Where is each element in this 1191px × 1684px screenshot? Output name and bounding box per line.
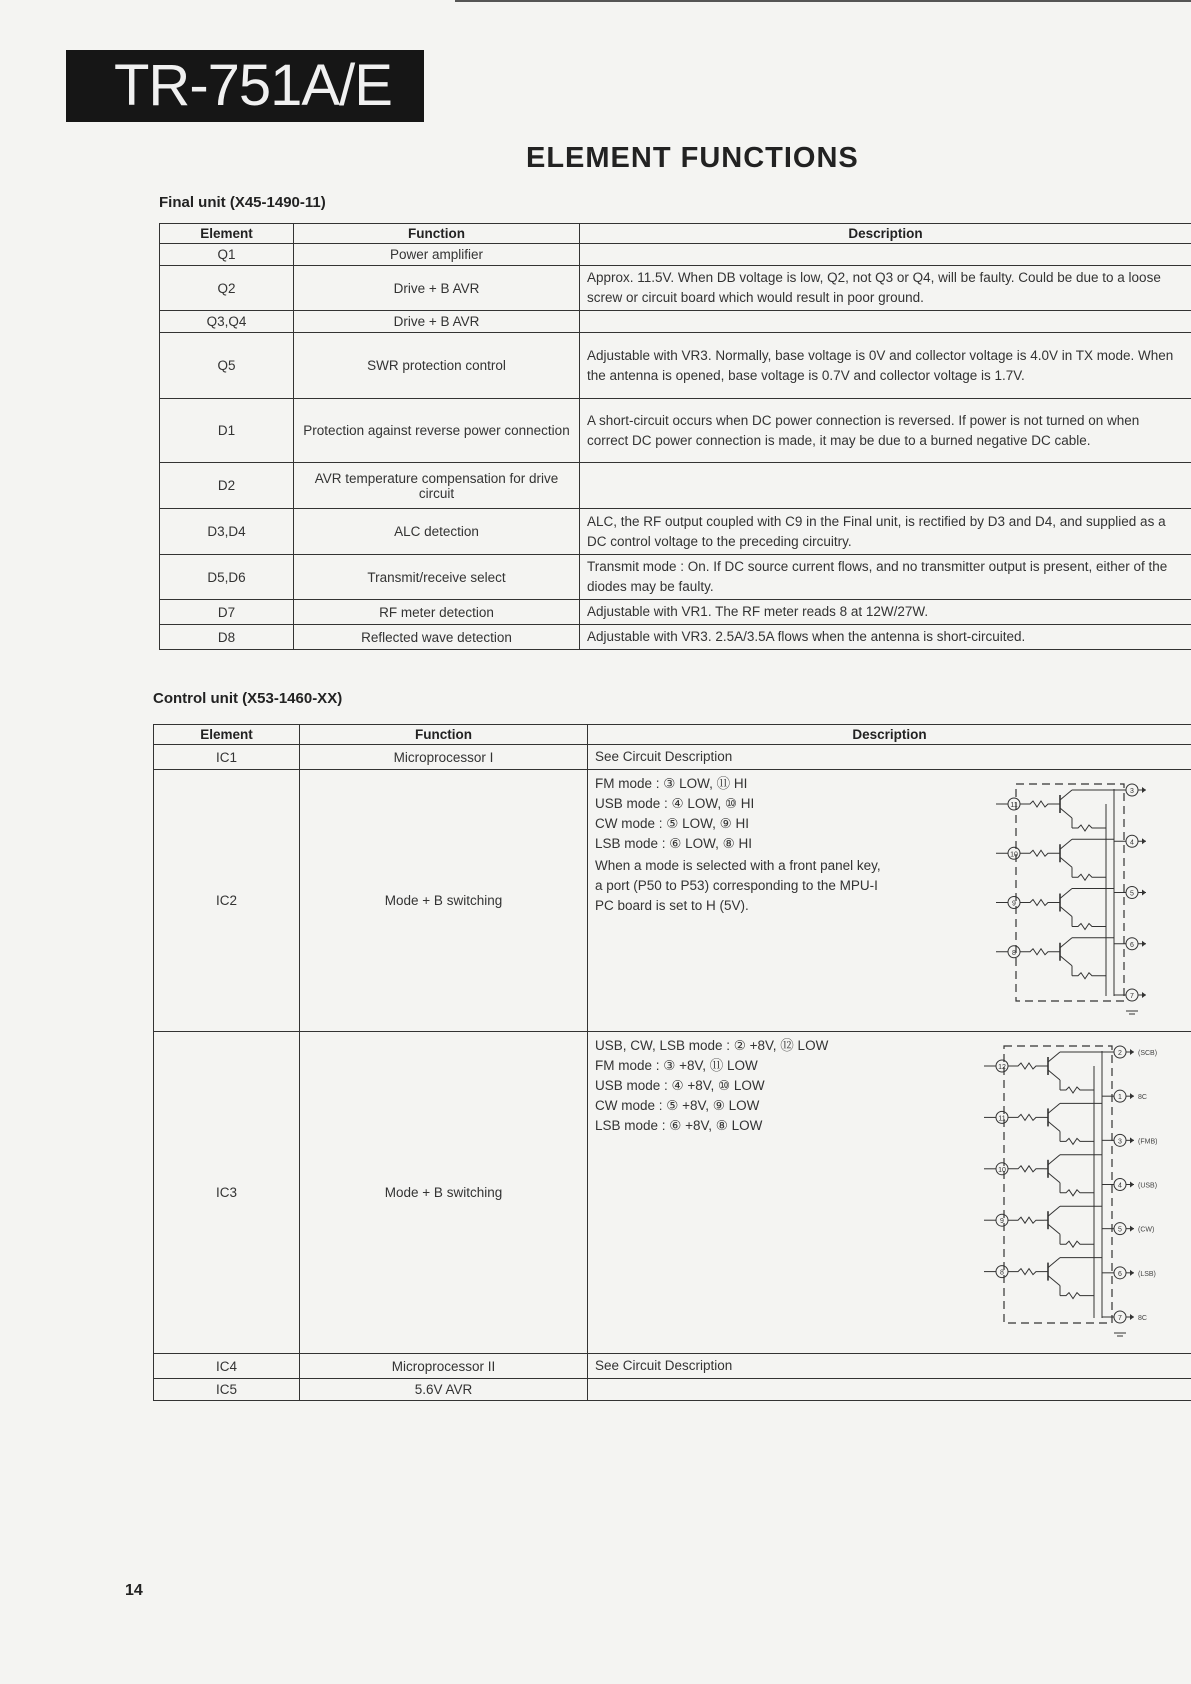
arrow-head [1130, 1049, 1134, 1055]
function-cell: ALC detection [294, 509, 580, 555]
description-cell [580, 311, 1191, 333]
table-row [160, 555, 1191, 600]
element-cell: IC2 [154, 770, 300, 1032]
column-header-description: Description [580, 224, 1191, 244]
element-cell: Q5 [160, 333, 294, 399]
table-header-row [154, 725, 1191, 745]
output-pin-label: 5 [1118, 1226, 1122, 1234]
function-cell: Mode + B switching [300, 770, 588, 1032]
output-signal-label: 8C [1138, 1094, 1147, 1102]
element-cell: D2 [160, 463, 294, 509]
arrow-head [1130, 1182, 1134, 1188]
model-badge: TR-751A/E [66, 50, 424, 122]
resistor [1020, 949, 1056, 955]
mode-line: CW mode : ⑤ LOW, ⑨ HI [595, 816, 749, 831]
ic2-schematic-diagram [994, 774, 1164, 1019]
output-pin-label: 1 [1118, 1094, 1122, 1102]
bias-resistor [1060, 1138, 1094, 1144]
collector [1048, 1103, 1060, 1113]
collector [1048, 1052, 1060, 1062]
description-cell: Adjustable with VR3. 2.5A/3.5A flows when the antenna is short-circuited. [580, 625, 1191, 650]
description-cell: See Circuit Description [588, 745, 1191, 770]
output-pin-label: 2 [1118, 1050, 1122, 1057]
description-cell [588, 1032, 1191, 1354]
emitter [1048, 1276, 1060, 1286]
function-cell: AVR temperature compensation for drive circuit [294, 463, 580, 509]
element-cell: D7 [160, 600, 294, 625]
table-row [160, 509, 1191, 555]
column-header-element: Element [160, 224, 294, 244]
function-cell: Microprocessor II [300, 1354, 588, 1379]
final-unit-heading: Final unit (X45-1490-11) [159, 194, 326, 211]
output-signal-label: 8C [1138, 1315, 1147, 1322]
output-pin-label: 5 [1130, 890, 1134, 898]
element-cell: Q2 [160, 266, 294, 311]
resistor [1020, 900, 1056, 906]
description-cell [580, 463, 1191, 509]
collector [1060, 938, 1072, 948]
emitter [1060, 808, 1072, 818]
element-cell: D1 [160, 399, 294, 463]
emitter [1060, 907, 1072, 917]
function-cell: Drive + B AVR [294, 311, 580, 333]
collector [1048, 1206, 1060, 1216]
input-pin-label: 9 [1012, 900, 1016, 908]
input-pin-label: 11 [998, 1115, 1006, 1123]
input-pin-label: 11 [1010, 802, 1018, 809]
bias-resistor [1060, 1293, 1094, 1299]
mode-list [595, 774, 885, 854]
table-row [160, 266, 1191, 311]
table-row-ic3 [154, 1032, 1191, 1354]
function-cell: 5.6V AVR [300, 1379, 588, 1401]
table-row [160, 311, 1191, 333]
bias-resistor [1060, 1087, 1094, 1093]
description-cell: Transmit mode : On. If DC source current flows, and no transmitter output is present, either of the diodes may be faulty. [580, 555, 1191, 600]
bias-resistor [1072, 874, 1106, 880]
output-pin-label: 7 [1118, 1315, 1122, 1322]
output-signal-label: (SCB) [1138, 1050, 1158, 1057]
mode-line: USB, CW, LSB mode : ② +8V, ⑫ LOW [595, 1038, 829, 1053]
bias-resistor [1060, 1241, 1094, 1247]
bias-resistor [1072, 924, 1106, 930]
function-cell: Mode + B switching [300, 1032, 588, 1354]
column-header-function: Function [300, 725, 588, 745]
table-row [160, 600, 1191, 625]
element-cell: D5,D6 [160, 555, 294, 600]
arrow-head [1142, 992, 1146, 998]
element-cell: IC5 [154, 1379, 300, 1401]
description-cell [580, 244, 1191, 266]
collector [1060, 790, 1072, 800]
resistor [1020, 850, 1056, 856]
collector [1048, 1155, 1060, 1165]
bias-resistor [1072, 973, 1106, 979]
mode-line: LSB mode : ⑥ +8V, ⑧ LOW [595, 1118, 763, 1133]
arrow-head [1130, 1270, 1134, 1276]
page-title: ELEMENT FUNCTIONS [526, 142, 859, 174]
output-pin-label: 3 [1118, 1138, 1122, 1146]
control-unit-heading: Control unit (X53-1460-XX) [153, 690, 343, 707]
table-row-ic2 [154, 770, 1191, 1032]
collector [1060, 839, 1072, 849]
ic3-schematic [982, 1036, 1182, 1341]
input-pin-label: 10 [998, 1166, 1006, 1174]
description-cell: Adjustable with VR1. The RF meter reads 8 at 12W/27W. [580, 600, 1191, 625]
function-cell: Protection against reverse power connection [294, 399, 580, 463]
description-cell: Adjustable with VR3. Normally, base voltage is 0V and collector voltage is 4.0V in TX mode. When the antenna is opened, base voltage is 0.7V and collector voltage is 1.7V. [580, 333, 1191, 399]
mode-line: FM mode : ③ +8V, ⑪ LOW [595, 1058, 758, 1073]
description-cell [588, 770, 1191, 1032]
resistor [1020, 801, 1056, 807]
table-row [160, 399, 1191, 463]
table-row [160, 244, 1191, 266]
emitter [1060, 857, 1072, 867]
output-signal-label: (USB) [1138, 1182, 1158, 1190]
column-header-description: Description [588, 725, 1191, 745]
element-cell: IC1 [154, 745, 300, 770]
description-cell [588, 1379, 1191, 1401]
resistor [1008, 1217, 1044, 1223]
element-cell: D3,D4 [160, 509, 294, 555]
description-cell: ALC, the RF output coupled with C9 in the Final unit, is rectified by D3 and D4, and supplied as a DC control voltage to the preceding circuitry. [580, 509, 1191, 555]
input-pin-label: 10 [1010, 851, 1018, 859]
function-cell: SWR protection control [294, 333, 580, 399]
description-cell: See Circuit Description [588, 1354, 1191, 1379]
output-pin-label: 4 [1118, 1182, 1122, 1190]
function-cell: Microprocessor I [300, 745, 588, 770]
final-unit-table [159, 223, 1191, 650]
output-pin-label: 4 [1130, 839, 1134, 847]
page-number: 14 [125, 1582, 143, 1599]
mode-line: FM mode : ③ LOW, ⑪ HI [595, 776, 748, 791]
output-signal-label: (CW) [1138, 1226, 1155, 1234]
mode-line: LSB mode : ⑥ LOW, ⑧ HI [595, 836, 753, 851]
output-signal-label: (LSB) [1138, 1270, 1156, 1278]
mode-line: CW mode : ⑤ +8V, ⑨ LOW [595, 1098, 760, 1113]
arrow-head [1142, 890, 1146, 896]
arrow-head [1142, 838, 1146, 844]
table-row [160, 463, 1191, 509]
emitter [1048, 1070, 1060, 1080]
input-pin-label: 8 [1000, 1269, 1004, 1277]
arrow-head [1130, 1314, 1134, 1320]
emitter [1060, 956, 1072, 966]
output-pin-label: 6 [1118, 1270, 1122, 1278]
arrow-head [1130, 1226, 1134, 1232]
output-signal-label: (FMB) [1138, 1138, 1158, 1146]
function-cell: Reflected wave detection [294, 625, 580, 650]
emitter [1048, 1224, 1060, 1234]
element-cell: Q3,Q4 [160, 311, 294, 333]
input-pin-label: 8 [1012, 949, 1016, 957]
table-header-row [160, 224, 1191, 244]
top-rule [455, 0, 1191, 2]
function-cell: RF meter detection [294, 600, 580, 625]
emitter [1048, 1121, 1060, 1131]
control-unit-table [153, 724, 1191, 1401]
emitter [1048, 1173, 1060, 1183]
element-cell: Q1 [160, 244, 294, 266]
table-row-ic4 [154, 1354, 1191, 1379]
ic2-schematic [994, 774, 1164, 1019]
mode-line: USB mode : ④ +8V, ⑩ LOW [595, 1078, 765, 1093]
resistor [1008, 1063, 1044, 1069]
description-cell: A short-circuit occurs when DC power connection is reversed. If power is not turned on when correct DC power connection is made, it may be due to a burned negative DC cable. [580, 399, 1191, 463]
function-cell: Power amplifier [294, 244, 580, 266]
mode-line: USB mode : ④ LOW, ⑩ HI [595, 796, 755, 811]
function-cell: Transmit/receive select [294, 555, 580, 600]
table-row-ic5 [154, 1379, 1191, 1401]
input-pin-label: 9 [1000, 1218, 1004, 1226]
ic-outline [1004, 1046, 1112, 1323]
ic3-schematic-diagram [982, 1036, 1182, 1341]
arrow-head [1142, 941, 1146, 947]
column-header-function: Function [294, 224, 580, 244]
arrow-head [1130, 1093, 1134, 1099]
arrow-head [1142, 787, 1146, 793]
table-row [160, 333, 1191, 399]
resistor [1008, 1114, 1044, 1120]
bias-resistor [1060, 1190, 1094, 1196]
table-row-ic1 [154, 745, 1191, 770]
resistor [1008, 1166, 1044, 1172]
element-cell: D8 [160, 625, 294, 650]
description-cell: Approx. 11.5V. When DB voltage is low, Q2, not Q3 or Q4, will be faulty. Could be due to a loose screw or circuit board which would result in poor ground. [580, 266, 1191, 311]
output-pin-label: 3 [1130, 788, 1134, 795]
input-pin-label: 12 [998, 1064, 1006, 1071]
output-pin-label: 7 [1130, 993, 1134, 1000]
collector [1048, 1258, 1060, 1268]
collector [1060, 889, 1072, 899]
column-header-element: Element [154, 725, 300, 745]
element-cell: IC3 [154, 1032, 300, 1354]
table-row [160, 625, 1191, 650]
resistor [1008, 1269, 1044, 1275]
function-cell: Drive + B AVR [294, 266, 580, 311]
mode-note: When a mode is selected with a front panel key, a port (P50 to P53) corresponding to the MPU-I PC board is set to H (5V). [595, 858, 881, 913]
element-cell: IC4 [154, 1354, 300, 1379]
bias-resistor [1072, 825, 1106, 831]
mode-list [595, 1036, 828, 1136]
output-pin-label: 6 [1130, 941, 1134, 949]
arrow-head [1130, 1137, 1134, 1143]
